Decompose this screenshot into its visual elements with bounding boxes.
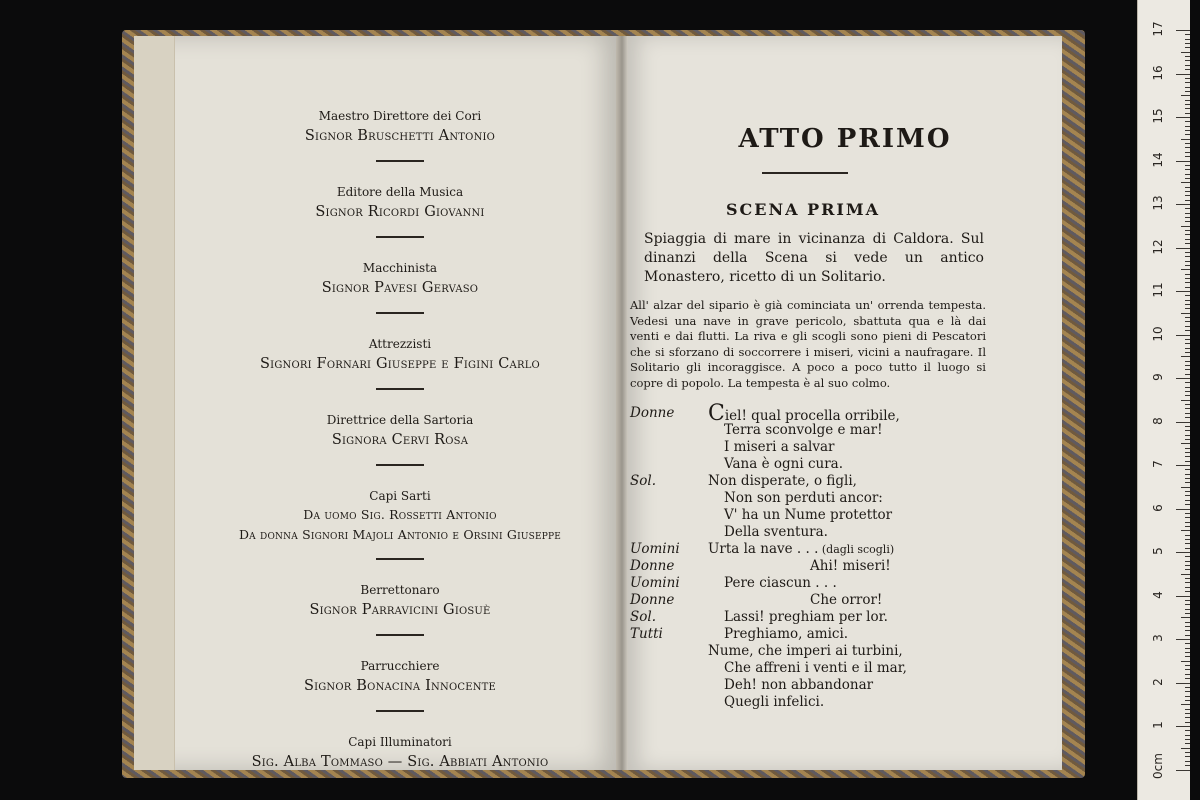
ruler-tick	[1181, 748, 1190, 749]
page-edge	[134, 36, 175, 770]
ruler-tick	[1185, 587, 1190, 588]
ruler-tick	[1185, 452, 1190, 453]
ruler-tick	[1181, 313, 1190, 314]
ruler-tick	[1181, 574, 1190, 575]
ruler-tick	[1185, 113, 1190, 114]
ruler-label: 17	[1151, 21, 1165, 37]
speaker-name: Uomini	[630, 541, 680, 557]
speaker-name: Uomini	[630, 575, 680, 591]
credit-entry	[190, 184, 610, 222]
ruler-tick	[1185, 34, 1190, 35]
ruler-tick	[1181, 139, 1190, 140]
ruler-tick	[1185, 187, 1190, 188]
ruler-tick	[1181, 487, 1190, 488]
ruler-tick	[1185, 374, 1190, 375]
ruler-tick	[1185, 287, 1190, 288]
ruler-tick	[1185, 82, 1190, 83]
divider	[376, 710, 424, 712]
ruler-tick	[1185, 678, 1190, 679]
ruler-label: 10	[1151, 325, 1165, 342]
ruler-tick	[1185, 665, 1190, 666]
ruler-label: 2	[1151, 677, 1165, 686]
speaker-name: Tutti	[630, 626, 663, 642]
dialogue-line	[630, 609, 990, 626]
ruler-tick	[1181, 661, 1190, 662]
ruler-tick	[1176, 596, 1190, 597]
ruler-tick	[1185, 230, 1190, 231]
ruler-tick	[1185, 696, 1190, 697]
ruler-tick	[1185, 300, 1190, 301]
ruler-tick	[1185, 369, 1190, 370]
ruler-tick	[1185, 700, 1190, 701]
ruler-tick	[1185, 208, 1190, 209]
ruler-label: 15	[1151, 108, 1165, 124]
verse-text: Ciel! qual procella orribile,	[708, 401, 900, 426]
dialogue-line	[630, 541, 990, 558]
ruler-tick	[1185, 461, 1190, 462]
ruler-tick	[1185, 239, 1190, 240]
ruler-tick	[1185, 304, 1190, 305]
divider	[376, 312, 424, 314]
ruler-tick	[1185, 65, 1190, 66]
ruler-tick	[1185, 256, 1190, 257]
scene-title: SCENA PRIMA	[725, 200, 881, 219]
ruler-tick	[1185, 178, 1190, 179]
ruler-label: 9	[1151, 373, 1165, 381]
credit-entry	[190, 260, 610, 298]
credit-name: Signori Fornari Giuseppe e Figini Carlo	[260, 356, 540, 372]
ruler-tick	[1185, 613, 1190, 614]
ruler-tick	[1181, 182, 1190, 183]
ruler-tick	[1185, 469, 1190, 470]
ruler-tick	[1176, 509, 1190, 510]
ruler-tick	[1185, 526, 1190, 527]
ruler-tick	[1185, 361, 1190, 362]
credit-entry	[190, 658, 610, 696]
ruler-tick	[1185, 522, 1190, 523]
ruler-tick	[1185, 69, 1190, 70]
credit-role: Editore della Musica	[336, 185, 464, 199]
credits-list	[190, 108, 610, 772]
ruler-tick	[1185, 643, 1190, 644]
credit-name: Signor Pavesi Gervaso	[321, 280, 479, 296]
credit-name: Signor Bruschetti Antonio	[304, 128, 496, 144]
ruler-label: 1	[1151, 721, 1165, 729]
ruler-tick	[1185, 165, 1190, 166]
ruler-tick	[1185, 321, 1190, 322]
divider	[376, 388, 424, 390]
ruler-tick	[1185, 478, 1190, 479]
verse-text: Urta la nave . . . (dagli scogli)	[708, 541, 895, 557]
ruler-tick	[1185, 295, 1190, 296]
ruler-label: 8	[1151, 416, 1165, 425]
ruler-tick	[1185, 191, 1190, 192]
ruler-label: 5	[1151, 547, 1165, 555]
ruler-tick	[1176, 422, 1190, 423]
book-gutter	[616, 36, 628, 770]
ruler-tick	[1185, 687, 1190, 688]
verse-text: Lassi! preghiam per lor.	[724, 609, 888, 625]
dialogue-block	[630, 401, 990, 711]
ruler-tick	[1185, 134, 1190, 135]
ruler-tick	[1185, 561, 1190, 562]
ruler-tick	[1185, 382, 1190, 383]
credit-role: Direttrice della Sartoria	[326, 413, 474, 427]
ruler-tick	[1181, 269, 1190, 270]
ruler-tick	[1185, 87, 1190, 88]
ruler-tick	[1185, 308, 1190, 309]
ruler-tick	[1185, 252, 1190, 253]
ruler-label: 4	[1151, 590, 1165, 599]
ruler-tick	[1185, 548, 1190, 549]
credit-name: Signor Parravicini Giosuè	[309, 602, 491, 618]
speaker-name: Donne	[630, 405, 675, 421]
ruler-tick	[1185, 765, 1190, 766]
dialogue-line	[630, 524, 990, 541]
ruler-tick	[1185, 339, 1190, 340]
credit-entry	[190, 412, 610, 450]
ruler-tick	[1185, 200, 1190, 201]
ruler-tick	[1176, 291, 1190, 292]
ruler-tick	[1185, 104, 1190, 105]
credit-name: Signor Ricordi Giovanni	[315, 204, 485, 220]
ruler-tick	[1185, 221, 1190, 222]
ruler-tick	[1185, 535, 1190, 536]
ruler-tick	[1176, 726, 1190, 727]
inline-stage-direction: (dagli scogli)	[818, 543, 895, 556]
speaker-name: Donne	[630, 592, 675, 608]
ruler-tick	[1185, 456, 1190, 457]
ruler-tick	[1185, 391, 1190, 392]
ruler-tick	[1185, 39, 1190, 40]
credit-role: Maestro Direttore dei Cori	[318, 109, 482, 123]
ruler-tick	[1185, 495, 1190, 496]
dialogue-line	[630, 626, 990, 643]
ruler-tick	[1176, 552, 1190, 553]
ruler-tick	[1185, 635, 1190, 636]
ruler-tick	[1185, 582, 1190, 583]
ruler-tick	[1185, 156, 1190, 157]
drop-cap: C	[708, 401, 725, 426]
verse-text: Quegli infelici.	[724, 694, 825, 710]
credit-name: Sig. Alba Tommaso — Sig. Abbiati Antonio	[251, 754, 549, 770]
ruler-tick	[1185, 735, 1190, 736]
ruler-tick	[1185, 91, 1190, 92]
ruler-tick	[1185, 413, 1190, 414]
ruler-tick	[1176, 683, 1190, 684]
ruler-tick	[1185, 213, 1190, 214]
ruler-tick	[1185, 543, 1190, 544]
ruler-tick	[1185, 609, 1190, 610]
credit-role: Capi Sarti	[369, 489, 431, 503]
credit-role: Capi Illuminatori	[348, 735, 452, 749]
ruler-tick	[1185, 126, 1190, 127]
ruler-tick	[1185, 143, 1190, 144]
ruler-tick	[1185, 448, 1190, 449]
ruler-tick	[1185, 669, 1190, 670]
verse-text: Della sventura.	[724, 524, 828, 540]
ruler-label: 0cm	[1151, 752, 1165, 779]
dialogue-line	[630, 677, 990, 694]
verse-text: Che orror!	[810, 592, 883, 608]
verse-text: Vana è ogni cura.	[724, 456, 843, 472]
ruler-tick	[1181, 617, 1190, 618]
ruler-tick	[1185, 43, 1190, 44]
ruler-tick	[1176, 248, 1190, 249]
ruler-tick	[1185, 656, 1190, 657]
ruler-tick	[1185, 674, 1190, 675]
ruler-tick	[1185, 387, 1190, 388]
divider	[376, 160, 424, 162]
ruler-tick	[1185, 261, 1190, 262]
ruler-tick	[1185, 500, 1190, 501]
dialogue-line	[630, 401, 990, 426]
ruler-tick	[1185, 152, 1190, 153]
ruler-tick	[1185, 709, 1190, 710]
credit-role: Parrucchiere	[360, 659, 440, 673]
ruler-tick	[1185, 174, 1190, 175]
ruler-tick	[1176, 117, 1190, 118]
ruler-tick	[1185, 365, 1190, 366]
credit-entry	[190, 336, 610, 374]
ruler-tick	[1185, 591, 1190, 592]
speaker-name: Donne	[630, 558, 675, 574]
dialogue-line	[630, 473, 990, 490]
verse-text: Pere ciascun . . .	[724, 575, 837, 591]
ruler-label: 12	[1151, 238, 1165, 255]
measuring-ruler	[1137, 0, 1190, 800]
ruler-tick	[1181, 400, 1190, 401]
credit-role: Macchinista	[362, 261, 438, 275]
ruler-tick	[1185, 326, 1190, 327]
ruler-tick	[1185, 474, 1190, 475]
ruler-tick	[1185, 274, 1190, 275]
ruler-tick	[1185, 691, 1190, 692]
ruler-tick	[1181, 52, 1190, 53]
ruler-tick	[1185, 395, 1190, 396]
ruler-tick	[1185, 243, 1190, 244]
ruler-tick	[1185, 491, 1190, 492]
verse-text: Non disperate, o figli,	[708, 473, 857, 489]
ruler-tick	[1185, 47, 1190, 48]
ruler-tick	[1185, 713, 1190, 714]
dialogue-line	[630, 456, 990, 473]
ruler-tick	[1185, 743, 1190, 744]
ruler-tick	[1185, 100, 1190, 101]
ruler-tick	[1185, 169, 1190, 170]
ruler-label: 3	[1151, 634, 1165, 642]
ruler-tick	[1185, 408, 1190, 409]
divider	[376, 558, 424, 560]
verse-text: Nume, che imperi ai turbini,	[708, 643, 903, 659]
credit-entry	[190, 488, 610, 544]
ruler-tick	[1185, 761, 1190, 762]
ruler-tick	[1176, 770, 1190, 771]
ruler-tick	[1185, 622, 1190, 623]
divider	[376, 464, 424, 466]
ruler-tick	[1185, 600, 1190, 601]
ruler-tick	[1185, 652, 1190, 653]
ruler-label: 7	[1151, 460, 1165, 468]
ruler-tick	[1185, 482, 1190, 483]
verse-text: I miseri a salvar	[724, 439, 835, 455]
ruler-tick	[1185, 217, 1190, 218]
ruler-tick	[1185, 626, 1190, 627]
divider	[762, 172, 848, 174]
verse-text: Che affreni i venti e il mar,	[724, 660, 907, 676]
dialogue-line	[630, 490, 990, 507]
dialogue-line	[630, 575, 990, 592]
ruler-tick	[1185, 569, 1190, 570]
verse-text: Ahi! miseri!	[810, 558, 891, 574]
credit-entry	[190, 108, 610, 146]
ruler-tick	[1185, 343, 1190, 344]
speaker-name: Sol.	[630, 473, 656, 489]
ruler-tick	[1185, 430, 1190, 431]
dialogue-line	[630, 660, 990, 677]
ruler-tick	[1181, 226, 1190, 227]
ruler-tick	[1185, 739, 1190, 740]
ruler-tick	[1185, 722, 1190, 723]
credit-name: Da uomo Sig. Rossetti Antonio	[303, 507, 497, 522]
divider	[376, 236, 424, 238]
ruler-tick	[1185, 121, 1190, 122]
ruler-tick	[1176, 639, 1190, 640]
ruler-tick	[1185, 56, 1190, 57]
ruler-tick	[1176, 465, 1190, 466]
ruler-tick	[1185, 717, 1190, 718]
ruler-tick	[1185, 404, 1190, 405]
ruler-tick	[1185, 426, 1190, 427]
ruler-tick	[1185, 108, 1190, 109]
ruler-tick	[1185, 439, 1190, 440]
ruler-tick	[1185, 417, 1190, 418]
ruler-tick	[1185, 130, 1190, 131]
ruler-tick	[1181, 443, 1190, 444]
ruler-tick	[1185, 556, 1190, 557]
ruler-tick	[1185, 578, 1190, 579]
ruler-tick	[1176, 161, 1190, 162]
ruler-tick	[1185, 435, 1190, 436]
ruler-tick	[1181, 356, 1190, 357]
ruler-tick	[1185, 348, 1190, 349]
ruler-tick	[1185, 282, 1190, 283]
dialogue-line	[630, 592, 990, 609]
ruler-tick	[1185, 517, 1190, 518]
credit-name: Signor Bonacina Innocente	[303, 678, 497, 694]
dialogue-line	[630, 439, 990, 456]
ruler-tick	[1185, 234, 1190, 235]
ruler-tick	[1185, 539, 1190, 540]
ruler-tick	[1181, 704, 1190, 705]
ruler-tick	[1185, 147, 1190, 148]
stage-direction: All' alzar del sipario è già cominciata un' orrenda tempesta. Vedesi una nave in grave pericolo, sbattuta qua e là dai venti e dai flutti. La riva e gli scogli sono pieni di Pescatori che si sforzano di soccorrere i miseri, vicini a naufragare. Il Solitario gli incoraggisce. A poco a poco tutto il luogo si copre di popolo. La tempesta è al suo colmo.	[630, 298, 986, 390]
ruler-tick	[1176, 30, 1190, 31]
credit-role: Attrezzisti	[368, 337, 432, 351]
dialogue-line	[630, 558, 990, 575]
ruler-tick	[1181, 530, 1190, 531]
ruler-tick	[1185, 317, 1190, 318]
ruler-tick	[1176, 378, 1190, 379]
credit-name-secondary: Da donna Signori Majoli Antonio e Orsini Giuseppe	[238, 527, 562, 542]
credit-entry	[190, 734, 610, 772]
ruler-tick	[1185, 565, 1190, 566]
ruler-tick	[1176, 74, 1190, 75]
ruler-tick	[1185, 730, 1190, 731]
divider	[376, 634, 424, 636]
credit-name: Signora Cervi Rosa	[331, 432, 469, 448]
ruler-label: 13	[1151, 195, 1165, 211]
ruler-tick	[1185, 78, 1190, 79]
ruler-tick	[1181, 95, 1190, 96]
ruler-tick	[1185, 352, 1190, 353]
credit-role: Berrettonaro	[360, 583, 440, 597]
dialogue-line	[630, 507, 990, 524]
verse-text: Terra sconvolge e mar!	[724, 422, 883, 438]
ruler-tick	[1185, 513, 1190, 514]
speaker-name: Sol.	[630, 609, 656, 625]
ruler-label: 16	[1151, 64, 1165, 81]
credit-entry	[190, 582, 610, 620]
ruler-tick	[1185, 60, 1190, 61]
ruler-tick	[1185, 330, 1190, 331]
verse-text: Deh! non abbandonar	[724, 677, 874, 693]
ruler-tick	[1185, 630, 1190, 631]
ruler-tick	[1185, 648, 1190, 649]
ruler-tick	[1185, 756, 1190, 757]
ruler-label: 14	[1151, 151, 1165, 168]
ruler-tick	[1176, 335, 1190, 336]
dialogue-line	[630, 694, 990, 711]
scene-setting: Spiaggia di mare in vicinanza di Caldora. Sul dinanzi della Scena si vede un antico Monastero, ricetto di un Solitario.	[644, 231, 984, 285]
act-title: ATTO PRIMO	[738, 124, 952, 154]
ruler-tick	[1185, 265, 1190, 266]
ruler-tick	[1176, 204, 1190, 205]
verse-text: V' ha un Nume protettor	[724, 507, 893, 523]
ruler-tick	[1185, 752, 1190, 753]
ruler-tick	[1185, 604, 1190, 605]
verse-text: Non son perduti ancor:	[724, 490, 883, 506]
dialogue-line	[630, 643, 990, 660]
ruler-label: 11	[1151, 282, 1165, 298]
dialogue-line	[630, 422, 990, 439]
ruler-tick	[1185, 278, 1190, 279]
ruler-tick	[1185, 504, 1190, 505]
verse-text: Preghiamo, amici.	[724, 626, 849, 642]
ruler-label: 6	[1151, 503, 1165, 512]
ruler-tick	[1185, 195, 1190, 196]
